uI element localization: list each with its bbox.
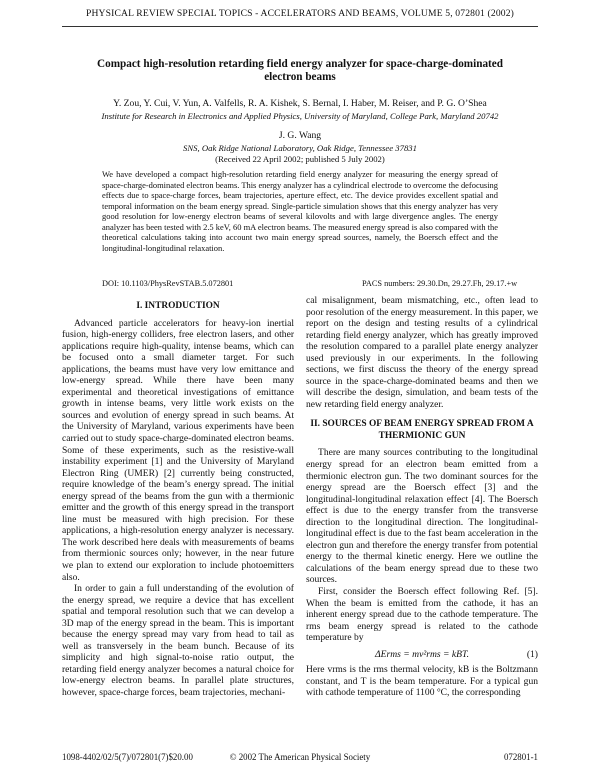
right-column — [306, 295, 538, 699]
abstract: We have developed a compact high-resolution retarding field energy analyzer for measuring the energy spread of space-charge-dominated electron beams. This energy analyzer has a cylindrical electrode to overcome the defocusing effects due to space-charge forces, beam trajectories, aperture effect, etc. The device provides excellent spatial and temporal information on the beam energy spread. Single-particle simulation shows that this energy analyzer has very good resolution for low-energy electron beams of several kilovolts and with large divergence angles. The energy analyzer has been tested with 2.5 keV, 60 mA electron beams. The measured energy spread is also compared with the theoretical calculations taking into account two main energy spread sources, namely, the Boersch effect and the longitudinal-longitudinal relaxation. — [102, 169, 498, 253]
equation — [306, 649, 538, 661]
paragraph: In order to gain a full understanding of the evolution of the energy spread, we require a device that has excellent spatial and temporal resolution such that we can develop a 3D map of the energy spread in the beam. This is important because the energy spread may vary from head to tail as well as transversely in the beam bunch. Because of its simplicity and high signal-to-noise ratio output, the retarding field energy analyzer becomes a natural choice for low-energy electron beams. In parallel plate structures, however, space-charge forces, beam trajectories, mechani- — [62, 583, 294, 698]
section-heading-sources: II. SOURCES OF BEAM ENERGY SPREAD FROM A THERMIONIC GUN — [310, 419, 534, 441]
affiliation-2: SNS, Oak Ridge National Laboratory, Oak Ridge, Tennessee 37831 — [183, 143, 417, 153]
author-list-2: J. G. Wang — [278, 130, 322, 141]
section-heading-introduction: I. INTRODUCTION — [136, 301, 220, 311]
paragraph: Advanced particle accelerators for heavy-ion inertial fusion, high-energy colliders, free electron lasers, and other applications require high-quality, intense beams, which can be focused onto a small diameter target. For such applications, the beams must have very low emittance and low-energy spread. While there have been many experimental and theoretical investigations of emittance growth in intense beams, very little work exists on the sources and evolution of energy spread in such beams. At the University of Maryland, various experiments have been carried out to study space-charge-dominated electron beams. Some of these experiments, such as the resistive-wall instability experiment [1] and the University of Maryland Electron Ring (UMER) [2] currently being constructed, require knowledge of the beam’s energy spread. The initial energy spread of the beams from the gun with a thermionic emitter and the growth of this energy spread in the transport line must be measured with high precision. For these applications, a high-resolution energy analyzer is necessary. The work described here deals with measurements of beams from thermionic sources only; however, in the near future we plan to extend our exploration to include photoemitters also. — [62, 317, 294, 583]
header-rule — [62, 26, 538, 27]
affiliation: Institute for Research in Electronics and Applied Physics, University of Maryland, College Park, Maryland 20742 — [101, 111, 499, 121]
equation-number: (1) — [526, 648, 538, 660]
footer-copyright: © 2002 The American Physical Society — [229, 752, 371, 762]
paragraph: cal misalignment, beam mismatching, etc., often lead to poor resolution of the energy measurement. In this paper, we report on the design and testing results of a cylindrical retarding field energy analyzer, which has greatly improved the resolution compared to a parallel plate energy analyzer used previously in our experiments. In the following sections, we first discuss the theory of the energy spread source in the space-charge-dominated beams and then we will describe the design, simulation, and beam tests of the new retarding field energy analyzer. — [306, 295, 538, 410]
received-date: (Received 22 April 2002; published 5 July 2002) — [215, 154, 385, 164]
journal-header: PHYSICAL REVIEW SPECIAL TOPICS - ACCELERATORS AND BEAMS, VOLUME 5, 072801 (2002) — [85, 8, 515, 19]
paragraph: Here vrms is the rms thermal velocity, kB is the Boltzmann constant, and T is the beam temperature. For a typical gun with cathode temperature of 1100 °C, the corresponding — [306, 664, 538, 699]
pacs-numbers: PACS numbers: 29.30.Dn, 29.27.Fh, 29.17.+w — [362, 279, 518, 288]
left-column — [62, 295, 294, 699]
footer-page-number: 072801-1 — [503, 752, 538, 762]
paper-title: Compact high-resolution retarding field energy analyzer for space-charge-dominated electron beams — [97, 58, 503, 83]
paragraph: There are many sources contributing to the longitudinal energy spread for an electron beam emitted from a thermionic electron gun. The two dominant sources for the energy spread are the Boersch effect [3] and the longitudinal-longitudinal relaxation effect [4]. The Boersch effect is due to the energy transfer from the transverse direction to the longitudinal direction. The longitudinal-longitudinal effect is due to the fast beam acceleration in the electron gun and therefore the energy transfer from potential energy to the thermal kinetic energy. Here we outline the calculations of the beam energy spread due to these two sources. — [306, 447, 538, 586]
footer-issn: 1098-4402/02/5(7)/072801(7)$20.00 — [62, 752, 193, 762]
doi: DOI: 10.1103/PhysRevSTAB.5.072801 — [102, 279, 234, 288]
paragraph: First, consider the Boersch effect following Ref. [5]. When the beam is emitted from the cathode, it has an inherent energy spread due to the cathode temperature. The rms beam energy spread is related to the cathode temperature by — [306, 586, 538, 644]
author-list: Y. Zou, Y. Cui, V. Yun, A. Valfells, R. A. Kishek, S. Bernal, I. Haber, M. Reiser, and P. G. O’Shea — [113, 98, 487, 109]
equation-body: ΔErms = mv²rms = kBT. — [374, 648, 470, 660]
